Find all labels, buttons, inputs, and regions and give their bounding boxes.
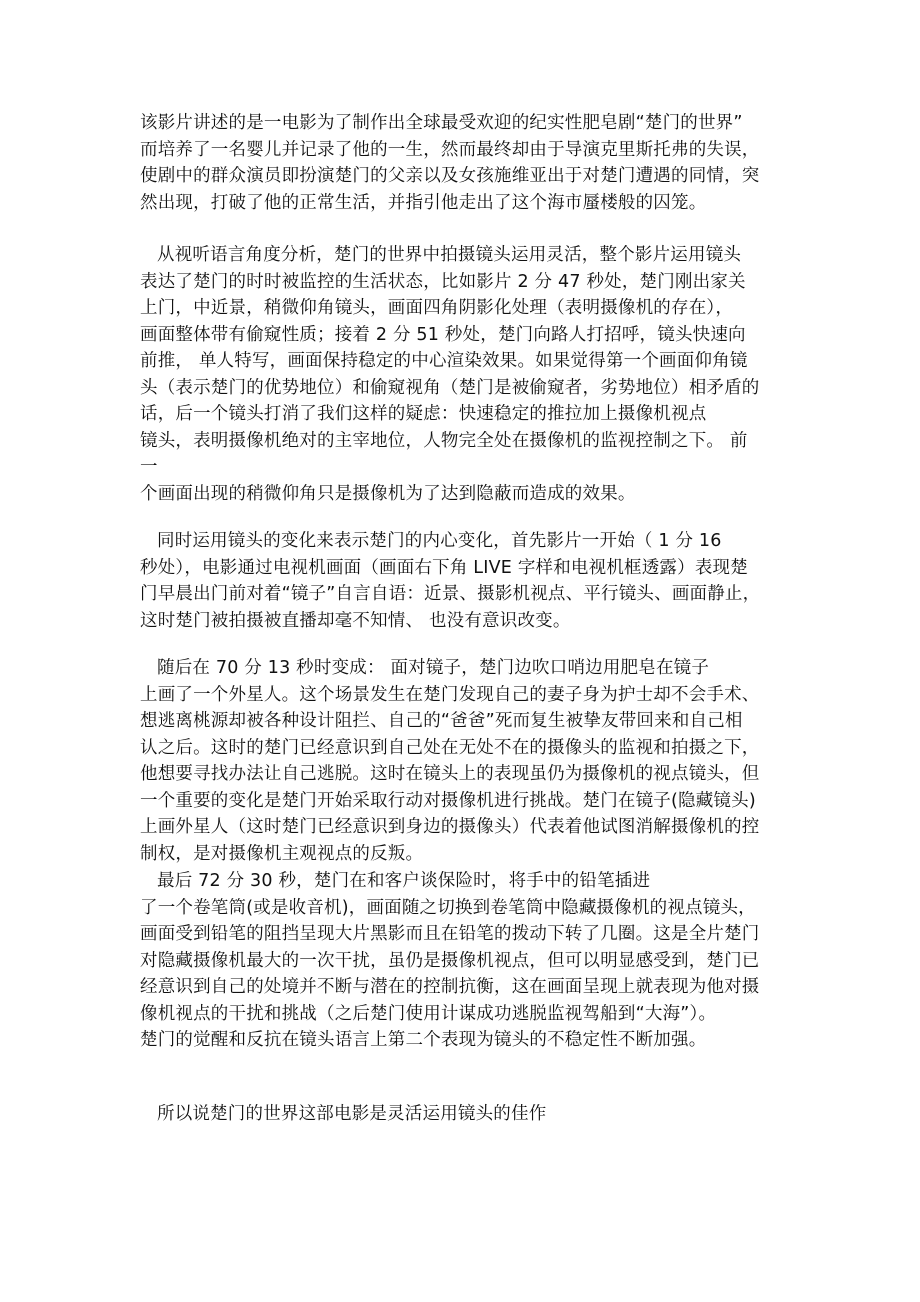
text-line: 头（表示楚门的优势地位）和偷窥视角（楚门是被偷窥者，劣势地位）相矛盾的 [140, 377, 760, 398]
text-line: 最后 72 分 30 秒，楚门在和客户谈保险时，将手中的铅笔插进 [157, 871, 651, 891]
text-line: 像机视点的干扰和挑战（之后楚门使用计谋成功逃脱监视驾船到“大海”）。 [140, 1003, 717, 1024]
text-line: 使剧中的群众演员即扮演楚门的父亲以及女孩施维亚出于对楚门遭遇的同情，突 [140, 166, 760, 186]
text-line: 门早晨出门前对着“镜子”自言自语：近景、摄影机视点、平行镜头、画面静止， [140, 584, 761, 604]
paragraph-pencil-scene [140, 868, 790, 1054]
text-line: 前推， 单人特写，画面保持稳定的中心渲染效果。如果觉得第一个画面仰角镜 [140, 351, 748, 371]
paragraph-audiovisual-analysis [140, 242, 790, 507]
text-line: 一个重要的变化是楚门开始采取行动对摄像机进行挑战。楚门在镜子(隐藏镜头) [140, 790, 756, 811]
text-line: 个画面出现的稍微仰角只是摄像机为了达到隐蔽而造成的效果。 [140, 483, 636, 504]
text-line: 认之后。这时的楚门已经意识到自己处在无处不在的摄像头的监视和拍摄之下， [140, 737, 760, 758]
text-line: 上画外星人（这时楚门已经意识到身边的摄像头）代表着他试图消解摄像机的控 [140, 817, 760, 837]
text-line: 对隐藏摄像机最大的一次干扰，虽仍是摄像机视点，但可以明显感受到，楚门已 [140, 950, 760, 971]
text-line: 画面受到铅笔的阻挡呈现大片黑影而且在铅笔的拨动下转了几圈。这是全片楚门 [140, 924, 760, 944]
text-line: 秒处），电影通过电视机画面（画面右下角 LIVE 字样和电视机框透露）表现楚 [140, 557, 748, 578]
paragraph-inner-change [140, 528, 790, 634]
text-line: 想逃离桃源却被各种设计阻拦、自己的“爸爸”死而复生被挚友带回来和自己相 [140, 711, 743, 731]
paragraph-conclusion [140, 1101, 790, 1128]
text-line: 该影片讲述的是一电影为了制作出全球最受欢迎的纪实性肥皂剧“楚门的世界” [140, 113, 743, 133]
text-line: 画面整体带有偷窥性质；接着 2 分 51 秒处，楚门向路人打招呼，镜头快速向 [140, 324, 746, 345]
text-line: 随后在 70 分 13 秒时变成： 面对镜子，楚门边吹口哨边用肥皂在镜子 [157, 658, 710, 678]
text-line: 同时运用镜头的变化来表示楚门的内心变化，首先影片一开始（ 1 分 16 [157, 531, 722, 551]
text-line: 楚门的觉醒和反抗在镜头语言上第二个表现为镜头的不稳定性不断加强。 [140, 1030, 707, 1050]
paragraph-mirror-scene [140, 655, 790, 867]
text-line: 表达了楚门的时时被监控的生活状态，比如影片 2 分 47 秒处，楚门刚出家关 [140, 271, 746, 292]
text-line: 经意识到自己的处境并不断与潜在的控制抗衡，这在画面呈现上就表现为他对摄 [140, 977, 760, 997]
text-line: 了一个卷笔筒(或是收音机)，画面随之切换到卷笔筒中隐藏摄像机的视点镜头， [140, 897, 756, 918]
text-line: 一 [140, 457, 158, 477]
text-line: 这时楚门被拍摄被直播却毫不知情、 也没有意识改变。 [140, 610, 571, 631]
text-line: 然出现，打破了他的正常生活，并指引他走出了这个海市蜃楼般的囚笼。 [140, 192, 707, 213]
text-line: 镜头，表明摄像机绝对的主宰地位，人物完全处在摄像机的监视控制之下。 前 [140, 430, 748, 451]
text-line: 所以说楚门的世界这部电影是灵活运用镜头的佳作 [157, 1104, 547, 1124]
text-line: 从视听语言角度分析，楚门的世界中拍摄镜头运用灵活，整个影片运用镜头 [157, 245, 742, 265]
text-line: 上画了一个外星人。这个场景发生在楚门发现自己的妻子身为护士却不会手术、 [140, 684, 760, 705]
text-line: 他想要寻找办法让自己逃脱。这时在镜头上的表现虽仍为摄像机的视点镜头，但 [140, 764, 760, 784]
text-line: 上门，中近景，稍微仰角镜头，画面四角阴影化处理（表明摄像机的存在）， [140, 298, 734, 318]
text-line: 制权，是对摄像机主观视点的反叛。 [140, 843, 424, 864]
paragraph-plot-summary [140, 110, 790, 216]
text-line: 话，后一个镜头打消了我们这样的疑虑：快速稳定的推拉加上摄像机视点 [140, 404, 707, 424]
text-line: 而培养了一名婴儿并记录了他的一生，然而最终却由于导演克里斯托弗的失误， [140, 139, 760, 160]
